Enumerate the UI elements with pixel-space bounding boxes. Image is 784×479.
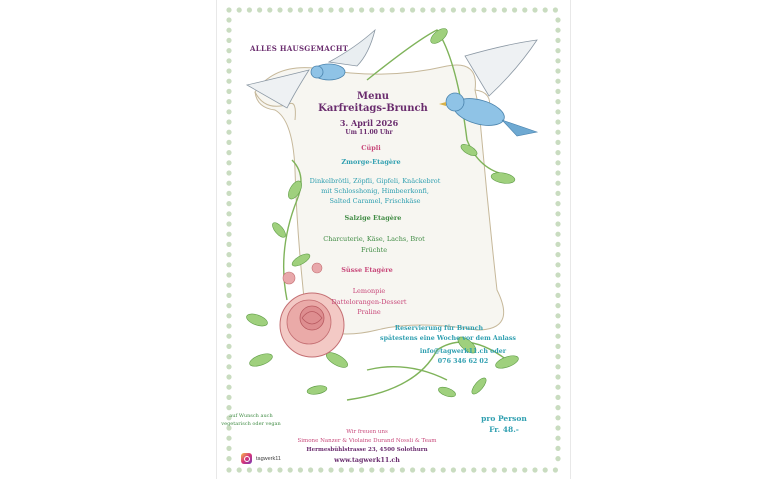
border-dot [451,467,456,472]
border-dot [226,68,231,73]
border-dot [226,272,231,277]
event-title: Karfreitags-Brunch [318,103,428,114]
border-dot [226,79,231,84]
border-dot [555,385,560,390]
border-dot [318,467,323,472]
border-dot [481,7,486,12]
border-dot [430,467,435,472]
border-dot [369,467,374,472]
border-dot [390,7,395,12]
border-dot [308,467,313,472]
border-dot [226,109,231,114]
border-dot [555,130,560,135]
border-dot [555,374,560,379]
border-dot [339,467,344,472]
border-dot [555,415,560,420]
border-dot [555,68,560,73]
tagline: ALLES HAUSGEMACHT [250,44,349,53]
border-dot [359,467,364,472]
border-dot [555,334,560,339]
border-dot [288,467,293,472]
border-dot [349,467,354,472]
drink-item: Cüpli [361,144,381,152]
border-dot [555,79,560,84]
border-dot [555,252,560,257]
border-dot [226,364,231,369]
border-dot [237,7,242,12]
border-dot [277,7,282,12]
border-dot [420,467,425,472]
border-dot [267,467,272,472]
border-dot [555,17,560,22]
border-dot [226,385,231,390]
border-dot [555,272,560,277]
border-dot [555,283,560,288]
border-dot [379,467,384,472]
border-dot [308,7,313,12]
border-dot [226,181,231,186]
section-heading: Salzige Etagère [344,214,402,222]
border-dot [257,467,262,472]
border-dot [555,99,560,104]
border-dot [298,7,303,12]
border-dot [226,211,231,216]
border-dot [226,28,231,33]
border-dot [430,7,435,12]
border-dot [226,17,231,22]
border-dot [400,467,405,472]
border-dot [555,456,560,461]
border-dot [555,170,560,175]
dietary-note: vegetarisch oder vegan [221,421,281,427]
instagram-icon-lens [244,456,250,462]
border-dot [400,7,405,12]
border-dot [555,140,560,145]
border-dot [237,467,242,472]
border-dot [226,293,231,298]
menu-line: Praline [357,308,381,316]
menu-line: Dattelorangen-Dessert [331,297,407,306]
reservation-phone[interactable]: 076 346 62 02 [437,358,489,365]
border-dot [288,7,293,12]
menu-line: Lemonpie [352,287,386,295]
border-dot [379,7,384,12]
border-dot [359,7,364,12]
menu-poster [216,0,571,479]
border-dot [318,7,323,12]
section-items [310,176,441,206]
border-dot [226,99,231,104]
border-dot [461,7,466,12]
border-dot [471,7,476,12]
footer-address: Hermesbühlstrasse 23, 4500 Solothurn [306,447,428,453]
border-dot [555,242,560,247]
border-dot [277,467,282,472]
menu-line: Dinkelbrötli, Zöpfli, Gipfeli, Knäckebrot [309,177,441,185]
footer-greeting: Wir freuen uns [346,429,388,435]
border-dot [451,7,456,12]
border-dot [226,201,231,206]
border-dot [555,313,560,318]
footer-website[interactable]: www.tagwerk11.ch [334,457,400,464]
border-dot [226,334,231,339]
border-dot [555,446,560,451]
border-dot [512,7,517,12]
border-dot [461,467,466,472]
border-dot [555,344,560,349]
border-dot [555,28,560,33]
instagram-handle[interactable]: tagwerk11 [256,456,281,462]
border-dot [555,119,560,124]
border-dot [555,201,560,206]
border-dot [555,436,560,441]
border-dot [555,38,560,43]
border-dot [226,7,231,12]
event-time: Um 11.00 Uhr [345,129,393,136]
border-dot [555,150,560,155]
border-dot [555,354,560,359]
border-dot [226,48,231,53]
border-dot [420,7,425,12]
menu-line: mit Schlosshonig, Himbeerkonfi, [321,187,429,195]
menu-line: Früchte [360,246,388,254]
border-dot [492,7,497,12]
border-dot [339,7,344,12]
border-dot [410,7,415,12]
border-dot [555,293,560,298]
border-dot [555,109,560,114]
border-dot [226,262,231,267]
border-dot [555,303,560,308]
border-dot [226,405,231,410]
border-dot [543,467,548,472]
border-dot [226,130,231,135]
border-dot [555,160,560,165]
section-heading: Zmorge-Etagère [341,158,401,166]
border-dot [522,7,527,12]
border-dot [247,7,252,12]
border-dot [369,7,374,12]
border-dot [226,395,231,400]
section-items [323,234,425,256]
price-label: pro Person [481,414,527,423]
border-dot [226,456,231,461]
border-dot [226,313,231,318]
border-dot [553,467,558,472]
border-dot [226,150,231,155]
dietary-note: auf Wunsch auch [229,413,273,419]
reservation-email[interactable]: info@tagwerk11.ch oder [419,348,507,355]
border-dot [532,7,537,12]
border-dot [553,7,558,12]
border-dot [410,467,415,472]
reservation-deadline: spätestens eine Woche vor dem Anlass [380,335,516,342]
border-dot [226,436,231,441]
border-dot [226,221,231,226]
border-dot [522,467,527,472]
border-dot [492,467,497,472]
border-dot [502,467,507,472]
border-dot [555,181,560,186]
border-dot [555,262,560,267]
border-dot [555,89,560,94]
border-dot [226,323,231,328]
border-dot [328,467,333,472]
menu-line: Salted Caramel, Frischkäse [329,197,421,205]
border-dot [226,119,231,124]
border-dot [257,7,262,12]
border-dot [226,38,231,43]
border-dot [298,467,303,472]
border-dot [226,170,231,175]
border-dot [543,7,548,12]
border-dot [512,467,517,472]
border-dot [226,140,231,145]
border-dot [555,58,560,63]
border-dot [555,232,560,237]
reservation-line: Reservierung für Brunch [394,325,484,332]
border-dot [226,467,231,472]
border-dot [226,252,231,257]
menu-line: Charcuterie, Käse, Lachs, Brot [323,235,425,243]
border-dot [471,467,476,472]
footer-hosts: Simone Nanzer & Violaine Durand Nossli & Team [297,438,437,444]
border-dot [226,344,231,349]
border-dot [226,89,231,94]
border-dot [481,467,486,472]
border-dot [441,7,446,12]
border-dot [226,232,231,237]
border-dot [226,374,231,379]
border-dot [555,221,560,226]
border-dot [226,303,231,308]
border-dot [226,242,231,247]
instagram-icon[interactable] [241,453,252,464]
border-dot [328,7,333,12]
border-dot [226,160,231,165]
border-dot [226,446,231,451]
border-dot [390,467,395,472]
border-dot [555,425,560,430]
section-heading: Süsse Etagère [341,266,393,274]
border-dot [555,191,560,196]
border-dot [555,405,560,410]
border-dot [555,364,560,369]
border-dot [226,191,231,196]
border-dot [555,395,560,400]
price-value: Fr. 48.- [489,425,519,434]
border-dot [532,467,537,472]
border-dot [349,7,354,12]
border-dot [441,467,446,472]
border-dot [267,7,272,12]
border-dot [226,58,231,63]
border-dot [555,211,560,216]
event-date: 3. April 2026 [339,118,399,128]
section-items [331,286,406,318]
border-dot [226,283,231,288]
border-dot [502,7,507,12]
border-dot [226,354,231,359]
border-dot [247,467,252,472]
border-dot [555,323,560,328]
menu-heading: Menu [357,91,389,102]
border-dot [555,48,560,53]
